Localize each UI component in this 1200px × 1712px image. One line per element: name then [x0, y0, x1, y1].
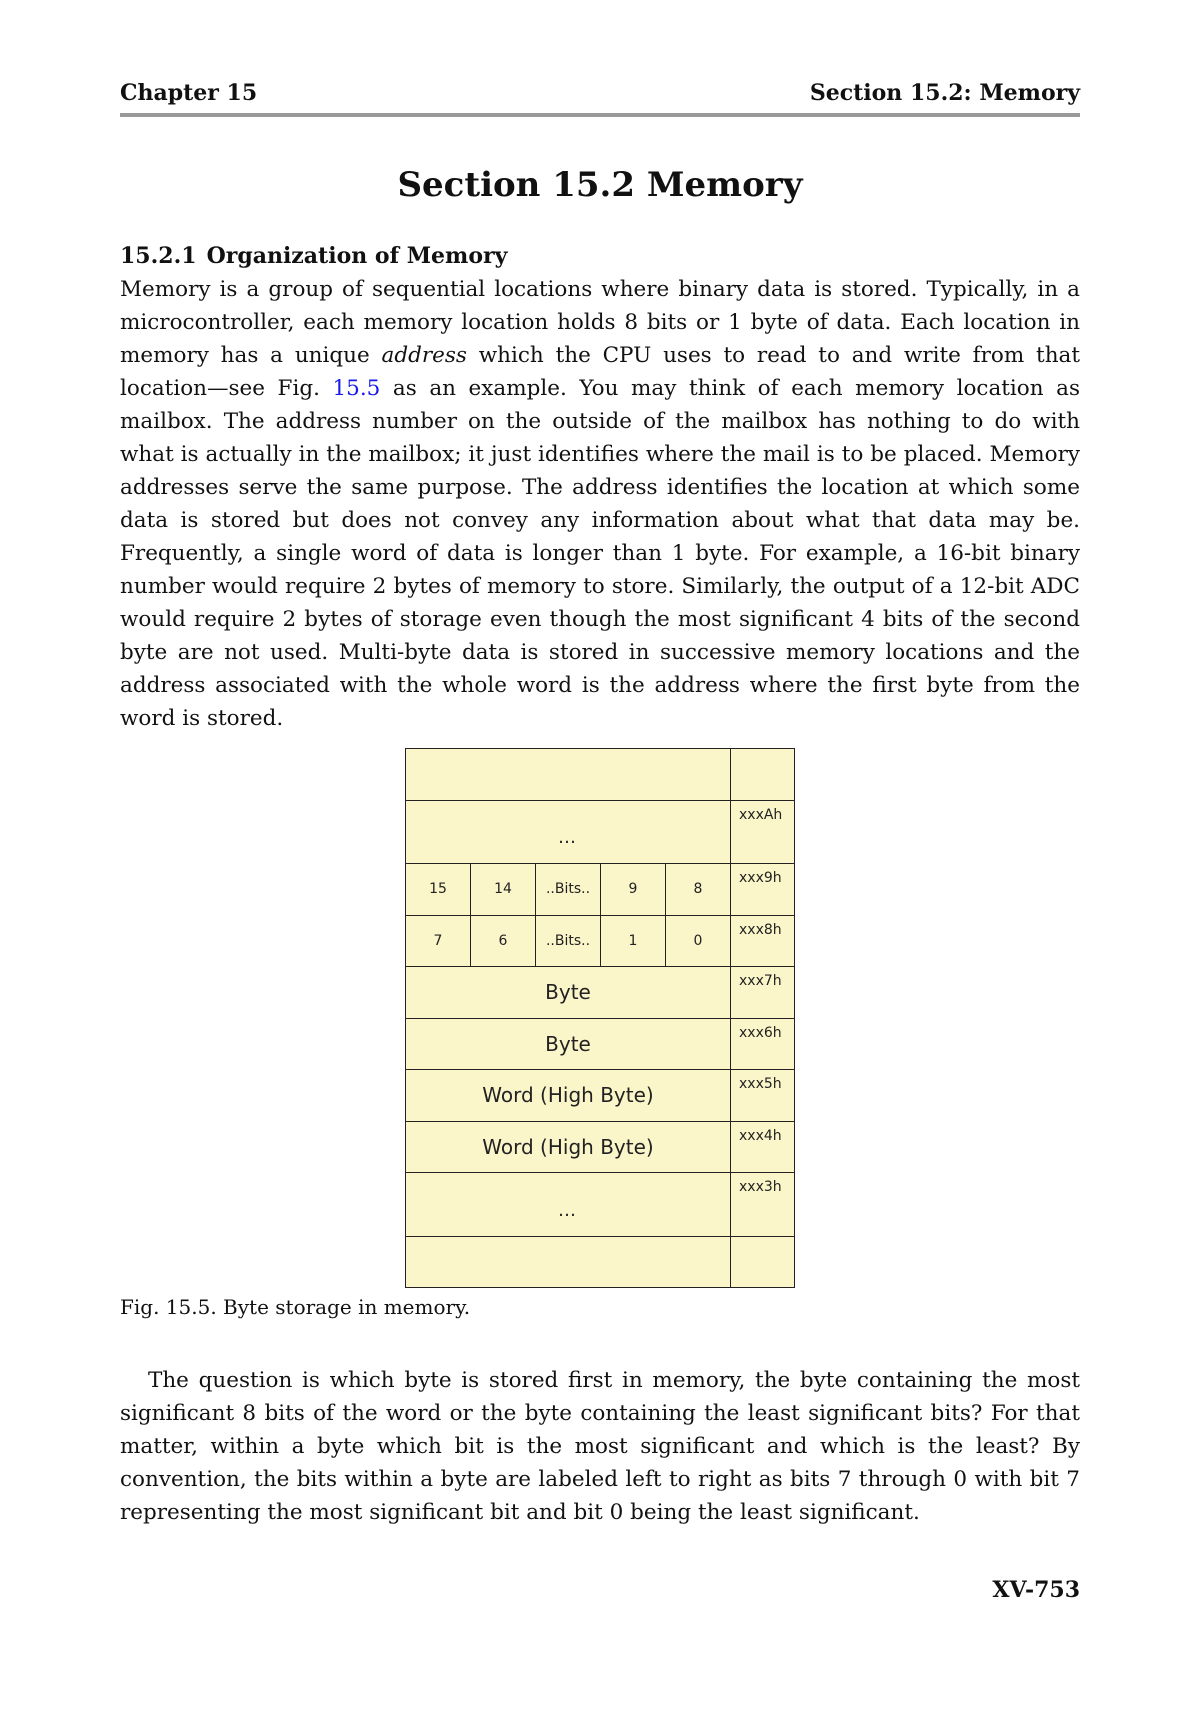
bit-cell: ..Bits..	[536, 864, 601, 916]
address-label: xxxAh	[731, 800, 795, 864]
emphasis-address: address	[381, 343, 467, 368]
bit-cell: 8	[666, 864, 731, 916]
para1-text-a: Memory is a group of sequential locations where binary data is stored. Typically, in a microcontroller, each memory location holds 8 bits or 1 byte of data. Each location in memory has a unique	[120, 277, 1080, 368]
bit-cell: 6	[471, 915, 536, 967]
memory-cell-empty	[406, 749, 731, 801]
figure-caption: Fig. 15.5. Byte storage in memory.	[120, 1295, 471, 1319]
memory-cell-ellipsis: …	[406, 800, 731, 864]
running-header	[120, 80, 1080, 106]
bit-cell: 7	[406, 915, 471, 967]
memory-map-figure	[405, 748, 795, 1278]
subsection-number: 15.2.1	[120, 243, 197, 269]
page-number: XV-753	[992, 1577, 1080, 1603]
address-label: xxx7h	[731, 967, 795, 1019]
memory-row-bottom-empty	[406, 1236, 795, 1288]
bit-cell: 9	[601, 864, 666, 916]
bit-cell: 1	[601, 915, 666, 967]
memory-row-xxx9h	[406, 864, 795, 916]
para2-text: The question is which byte is stored first in memory, the byte containing the most significant 8 bits of the word or the byte containing the least significant bits? For that matter, within a byte which bit is the most significant and which is the least? By convention, the bits within a byte are labeled left to right as bits 7 through 0 with bit 7 representing the most significant bit and bit 0 being the least significant.	[120, 1368, 1080, 1525]
bit-cell: 14	[471, 864, 536, 916]
memory-cell-word-high: Word (High Byte)	[406, 1070, 731, 1122]
memory-cell-byte: Byte	[406, 967, 731, 1019]
memory-row-xxx7h	[406, 967, 795, 1019]
memory-cell-byte: Byte	[406, 1018, 731, 1070]
memory-map-table	[405, 748, 795, 1288]
memory-row-xxx4h	[406, 1121, 795, 1173]
address-label: xxx8h	[731, 915, 795, 967]
address-label: xxx4h	[731, 1121, 795, 1173]
memory-row-xxx6h	[406, 1018, 795, 1070]
memory-cell-empty	[406, 1236, 731, 1288]
memory-cell-ellipsis: …	[406, 1173, 731, 1237]
memory-row-top-empty	[406, 749, 795, 801]
paragraph-organization	[120, 273, 1080, 735]
address-cell-empty	[731, 749, 795, 801]
section-label: Section 15.2: Memory	[809, 80, 1080, 106]
memory-row-xxx3h	[406, 1173, 795, 1237]
chapter-label: Chapter 15	[120, 80, 258, 106]
bit-cell: 15	[406, 864, 471, 916]
section-title: Section 15.2 Memory	[397, 165, 803, 205]
bit-cell: ..Bits..	[536, 915, 601, 967]
memory-row-xxx5h	[406, 1070, 795, 1122]
bit-cell: 0	[666, 915, 731, 967]
address-cell-empty	[731, 1236, 795, 1288]
subsection-title	[120, 243, 507, 269]
subsection-title-text: Organization of Memory	[206, 243, 508, 269]
address-label: xxx3h	[731, 1173, 795, 1237]
para1-text-c: as an example. You may think of each memory location as mailbox. The address number on the outside of the mailbox has nothing to do with what is actually in the mailbox; it just identifies where the mail is to be placed. Memory addresses serve the same purpose. The address identifies the location at which some data is stored but does not convey any information about what that data may be. Frequently, a single word of data is longer than 1 byte. For example, a 16-bit binary number would require 2 bytes of memory to store. Similarly, the output of a 12-bit ADC would require 2 bytes of storage even though the most significant 4 bits of the second byte are not used. Multi-byte data is stored in successive memory locations and the address associated with the whole word is the address where the first byte from the word is stored.	[120, 376, 1081, 731]
address-label: xxx6h	[731, 1018, 795, 1070]
figure-reference-link[interactable]: 15.5	[332, 376, 381, 401]
para1-text-b: which the CPU uses to read to and write from that location—see Fig.	[120, 343, 1080, 401]
paragraph-byte-order	[120, 1364, 1080, 1529]
memory-cell-word-high: Word (High Byte)	[406, 1121, 731, 1173]
header-rule	[120, 113, 1080, 117]
address-label: xxx9h	[731, 864, 795, 916]
memory-row-xxx8h	[406, 915, 795, 967]
memory-row-xxxAh	[406, 800, 795, 864]
address-label: xxx5h	[731, 1070, 795, 1122]
